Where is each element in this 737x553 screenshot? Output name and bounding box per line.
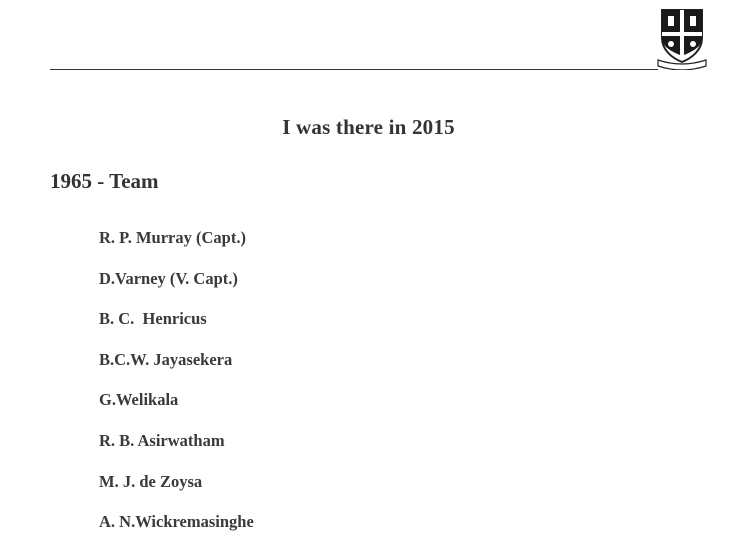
team-member: B.C.W. Jayasekera	[99, 349, 233, 369]
team-member: A. N.Wickremasinghe	[99, 512, 254, 532]
team-member: B. C. Henricus	[99, 309, 207, 329]
section-title: 1965 - Team	[50, 169, 159, 193]
school-crest-icon	[656, 8, 708, 70]
page-subtitle: I was there in 2015	[282, 115, 455, 139]
team-member: M. J. de Zoysa	[99, 471, 203, 491]
team-member: R. B. Asirwatham	[99, 430, 225, 450]
team-member: D.Varney (V. Capt.)	[99, 268, 238, 288]
header-divider	[50, 69, 658, 70]
team-member: R. P. Murray (Capt.)	[99, 228, 246, 247]
team-roster	[99, 228, 254, 553]
team-member: G.Welikala	[99, 390, 179, 410]
